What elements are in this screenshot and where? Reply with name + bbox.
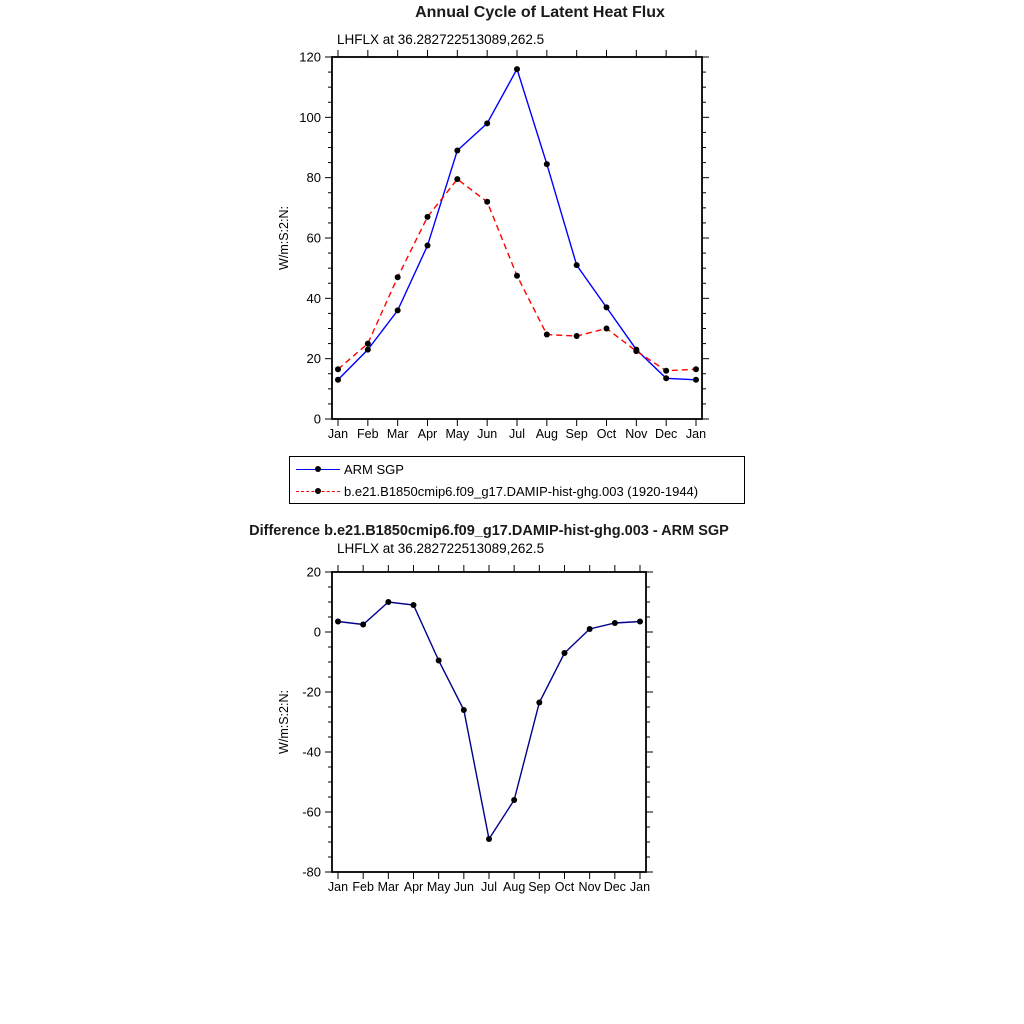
svg-text:Mar: Mar	[377, 880, 400, 894]
svg-text:120: 120	[299, 49, 321, 65]
difference-line-chart	[250, 558, 710, 908]
annual-cycle-line-chart	[250, 30, 770, 460]
legend-line-sample-obs	[296, 469, 340, 470]
svg-text:W/m:S:2:N:: W/m:S:2:N:	[277, 206, 291, 270]
svg-text:-60: -60	[302, 804, 321, 820]
svg-text:Oct: Oct	[596, 427, 617, 441]
svg-text:-20: -20	[302, 684, 321, 700]
svg-text:Feb: Feb	[357, 427, 379, 441]
legend-entry-arm-sgp	[296, 460, 744, 478]
svg-text:Nov: Nov	[578, 880, 601, 894]
legend-marker-dot-icon	[315, 488, 321, 494]
svg-text:80: 80	[306, 170, 321, 186]
svg-text:60: 60	[306, 230, 321, 246]
svg-text:Jun: Jun	[453, 880, 474, 894]
difference-chart-subtitle: LHFLX at 36.282722513089,262.5	[337, 541, 545, 556]
svg-text:Mar: Mar	[386, 427, 409, 441]
svg-text:Jul: Jul	[481, 880, 497, 894]
svg-text:100: 100	[299, 109, 321, 125]
svg-text:Feb: Feb	[352, 880, 374, 894]
legend-label-obs: ARM SGP	[344, 461, 404, 477]
svg-text:Dec: Dec	[603, 880, 626, 894]
svg-text:Apr: Apr	[403, 880, 424, 894]
svg-text:Sep: Sep	[565, 427, 588, 441]
chart-legend	[289, 456, 745, 504]
top-chart-title: Annual Cycle of Latent Heat Flux	[415, 4, 665, 21]
svg-text:Jan: Jan	[327, 880, 349, 894]
svg-text:May: May	[445, 427, 470, 441]
svg-text:-80: -80	[302, 864, 321, 880]
svg-text:20: 20	[306, 351, 321, 367]
legend-line-sample-model	[296, 491, 340, 492]
svg-text:Apr: Apr	[417, 427, 438, 441]
svg-text:40: 40	[306, 290, 321, 306]
legend-label-model: b.e21.B1850cmip6.f09_g17.DAMIP-hist-ghg.003 (1920-1944)	[344, 483, 699, 499]
svg-text:Jan: Jan	[327, 427, 349, 441]
svg-text:Jan: Jan	[685, 427, 707, 441]
difference-chart-title: Difference b.e21.B1850cmip6.f09_g17.DAMIP-hist-ghg.003 - ARM SGP	[249, 523, 729, 539]
svg-text:Dec: Dec	[655, 427, 678, 441]
svg-text:-40: -40	[302, 744, 321, 760]
legend-marker-dot-icon	[315, 466, 321, 472]
svg-text:W/m:S:2:N:: W/m:S:2:N:	[277, 690, 291, 754]
svg-text:Aug: Aug	[503, 880, 526, 894]
svg-text:Aug: Aug	[535, 427, 558, 441]
legend-entry-model	[296, 482, 744, 500]
top-chart-subtitle: LHFLX at 36.282722513089,262.5	[337, 32, 545, 47]
svg-text:0: 0	[313, 624, 321, 640]
svg-text:0: 0	[313, 411, 321, 427]
svg-text:Jun: Jun	[477, 427, 498, 441]
svg-text:Oct: Oct	[554, 880, 575, 894]
svg-text:May: May	[426, 880, 451, 894]
svg-text:Nov: Nov	[625, 427, 648, 441]
svg-text:Sep: Sep	[528, 880, 551, 894]
svg-text:20: 20	[306, 564, 321, 580]
svg-text:Jan: Jan	[629, 880, 651, 894]
svg-text:Jul: Jul	[509, 427, 525, 441]
